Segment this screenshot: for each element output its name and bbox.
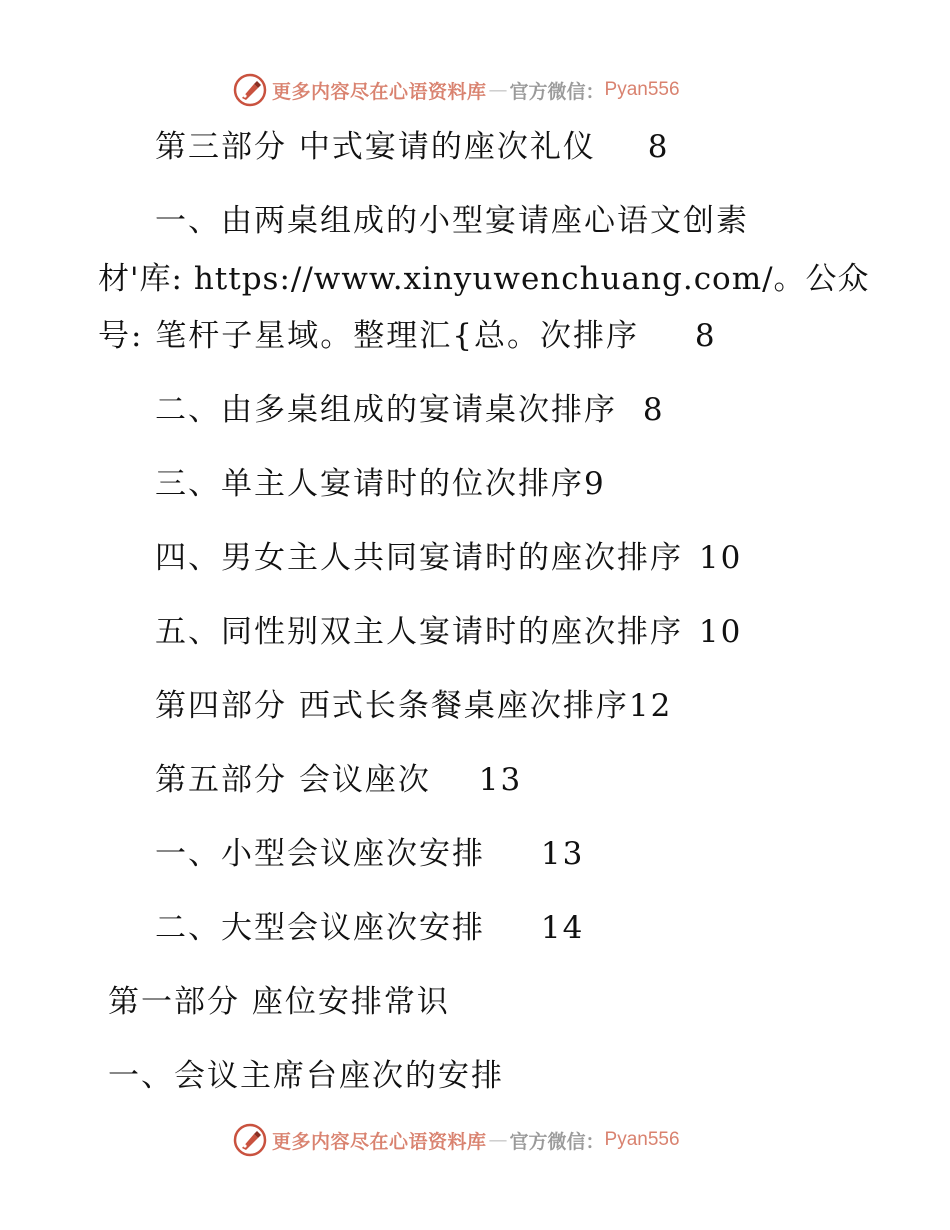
toc-entry-page: 12	[628, 688, 673, 724]
toc-entry-title: 一、由两桌组成的小型宴请座心语文创素	[155, 203, 749, 239]
toc-entry-title: 三、单主人宴请时的位次排序	[155, 466, 584, 502]
toc-entry-page: 8	[647, 129, 670, 165]
toc-entry	[155, 908, 584, 948]
banner-site-text: 更多内容尽在心语资料库	[272, 80, 487, 103]
banner-site-text: 更多内容尽在心语资料库	[272, 1130, 487, 1153]
toc-entry-page: 9	[584, 466, 606, 502]
banner-wechat-handle: Pyan556	[604, 1129, 680, 1150]
toc-entry	[155, 127, 669, 167]
toc-entry-page: 14	[540, 910, 585, 946]
section-heading: 第一部分 座位安排常识	[108, 984, 450, 1020]
toc-entry-title: 二、大型会议座次安排	[155, 910, 485, 946]
toc-entry-page: 13	[540, 836, 585, 872]
toc-entry	[155, 760, 522, 800]
header-banner	[232, 70, 680, 110]
banner-separator: —	[488, 79, 508, 101]
toc-entry	[155, 201, 749, 241]
toc-entry	[155, 834, 584, 874]
toc-entry	[155, 538, 742, 578]
toc-entry-page: 8	[642, 392, 665, 428]
pen-nib-logo-icon	[232, 72, 268, 108]
banner-separator: —	[488, 1129, 508, 1151]
toc-entry-title: 第三部分 中式宴请的座次礼仪	[155, 129, 596, 165]
toc-entry-title: 第五部分 会议座次	[155, 762, 431, 798]
toc-entry-title: 一、小型会议座次安排	[155, 836, 485, 872]
toc-entry-title: 四、男女主人共同宴请时的座次排序	[155, 540, 683, 576]
toc-entry-page: 10	[698, 614, 743, 650]
toc-entry-title: 材'库: https://www.xinyuwenchuang.com/。公众	[98, 261, 870, 297]
toc-entry-page: 13	[478, 762, 523, 798]
toc-entry-title: 二、由多桌组成的宴请桌次排序	[155, 392, 617, 428]
toc-entry	[155, 686, 672, 726]
toc-entry	[155, 464, 606, 504]
toc-entry	[155, 612, 742, 652]
pen-nib-logo-icon	[232, 1122, 268, 1158]
toc-entry-title: 第四部分 西式长条餐桌座次排序	[155, 688, 629, 724]
footer-banner	[232, 1120, 680, 1160]
subsection-heading: 一、会议主席台座次的安排	[108, 1058, 504, 1094]
banner-wechat-handle: Pyan556	[604, 79, 680, 100]
toc-entry-title: 号: 笔杆子星域。整理汇{总。次排序	[98, 318, 640, 354]
toc-entry-title: 五、同性别双主人宴请时的座次排序	[155, 614, 683, 650]
banner-wechat-label: 官方微信：	[509, 80, 605, 103]
toc-entry-continuation	[98, 316, 717, 356]
banner-wechat-label: 官方微信：	[509, 1130, 605, 1153]
toc-entry-continuation	[98, 259, 870, 299]
toc-entry	[155, 390, 665, 430]
toc-entry-page: 8	[694, 318, 717, 354]
toc-entry-page: 10	[698, 540, 743, 576]
